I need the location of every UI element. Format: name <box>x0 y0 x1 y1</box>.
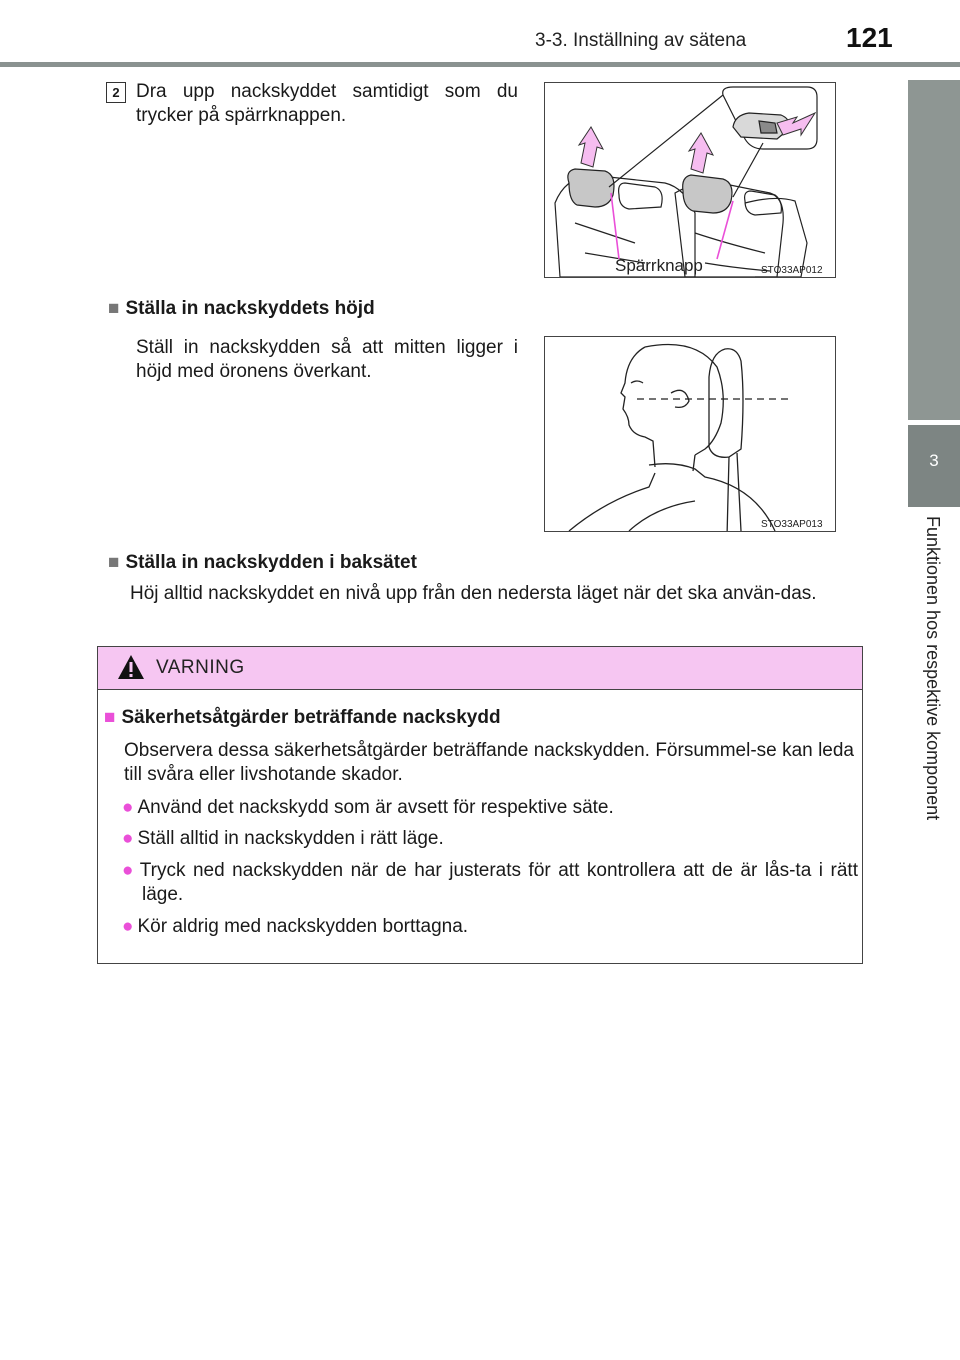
header-divider <box>0 62 960 67</box>
chapter-title: Funktionen hos respektive komponent <box>923 516 943 821</box>
step-number-badge: 2 <box>106 82 126 103</box>
warning-triangle-icon <box>116 653 146 681</box>
section-heading-rear-seat <box>108 552 417 574</box>
chapter-number-tab: 3 <box>908 425 960 507</box>
section-heading-text: Ställa in nackskyddets höjd <box>125 298 375 319</box>
section-text-rear-seat: Höj alltid nackskyddet en nivå upp från den nedersta läget när det ska använ-das. <box>130 583 817 604</box>
head-position-illustration <box>545 337 835 531</box>
circle-bullet-icon: ● <box>122 828 134 849</box>
square-bullet-icon: ■ <box>108 552 120 573</box>
figure-code: STO33AP013 <box>761 519 823 530</box>
headrest-release-figure <box>544 82 836 278</box>
warning-heading <box>104 707 501 729</box>
section-heading-text: Ställa in nackskydden i baksätet <box>125 552 417 573</box>
circle-bullet-icon: ● <box>122 797 134 818</box>
circle-bullet-icon: ● <box>122 860 136 881</box>
warning-bullet-item: ● Tryck ned nackskydden när de har justerats för att kontrollera att de är lås-ta i rätt läge. <box>122 860 858 905</box>
warning-header <box>98 647 862 690</box>
figure-code: STO33AP012 <box>761 265 823 276</box>
headrest-illustration <box>545 83 835 277</box>
step-text: Dra upp nackskyddet samtidigt som du trycker på spärrknappen. <box>136 81 518 126</box>
section-text-height: Ställ in nackskydden så att mitten ligger i höjd med öronens överkant. <box>136 337 518 382</box>
warning-intro: Observera dessa säkerhetsåtgärder beträffande nackskydden. Försummel-se kan leda till svåra eller livshotande skador. <box>124 740 854 785</box>
warning-bullet-item: ● Kör aldrig med nackskydden borttagna. <box>122 916 469 937</box>
warning-heading-text: Säkerhetsåtgärder beträffande nackskydd <box>121 707 501 728</box>
warning-box <box>97 646 863 964</box>
circle-bullet-icon: ● <box>122 916 134 937</box>
warning-title: VARNING <box>156 657 245 678</box>
page-number: 121 <box>846 22 893 53</box>
chapter-title-tab <box>908 510 960 890</box>
side-tab-decoration <box>908 80 960 420</box>
latch-callout-label: Spärrknapp <box>615 256 703 275</box>
warning-bullet-item: ● Använd det nackskydd som är avsett för respektive säte. <box>122 797 614 818</box>
square-bullet-icon: ■ <box>108 298 120 319</box>
headrest-height-figure <box>544 336 836 532</box>
section-heading-height <box>108 298 375 320</box>
warning-bullet-item: ● Ställ alltid in nackskydden i rätt läge. <box>122 828 444 849</box>
section-title: 3-3. Inställning av sätena <box>535 30 747 51</box>
square-bullet-icon: ■ <box>104 707 116 728</box>
